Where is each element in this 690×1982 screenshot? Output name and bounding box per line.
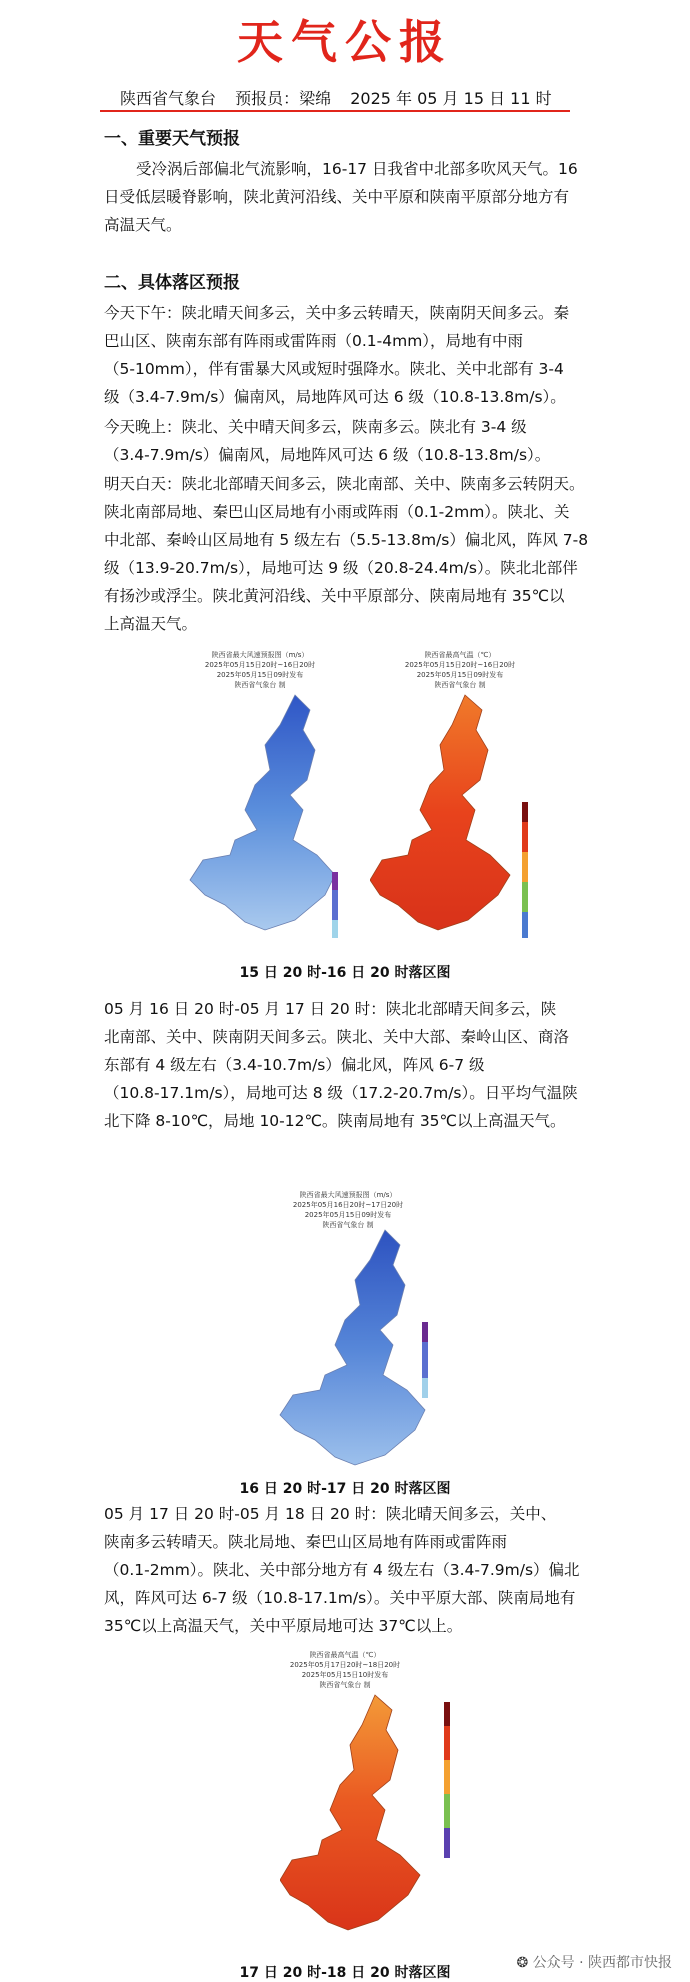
text-line: 受冷涡后部偏北气流影响，16-17 日我省中北部多吹风天气。16 xyxy=(136,160,578,178)
figure-2-caption: 16 日 20 时-17 日 20 时落区图 xyxy=(239,1481,451,1497)
temperature-legend-1 xyxy=(520,800,540,940)
figure-3-caption: 17 日 20 时-18 日 20 时落区图 xyxy=(239,1965,451,1981)
section-2-heading: 二、具体落区预报 xyxy=(104,273,240,293)
temperature-legend-3 xyxy=(442,1700,462,1860)
text-line: 明天白天：陕北北部晴天间多云，陕北南部、关中、陕南多云转阴天。 xyxy=(104,475,585,493)
wind-legend-1 xyxy=(330,870,350,940)
text-line: 风，阵风可达 6-7 级（10.8-17.1m/s）。关中平原大部、陕南局地有 xyxy=(104,1589,576,1607)
text-line: （0.1-2mm）。陕北、关中部分地方有 4 级左右（3.4-7.9m/s）偏北 xyxy=(104,1561,580,1579)
temperature-map-3 xyxy=(280,1690,450,1940)
forecaster: 预报员：梁绵 xyxy=(235,89,332,108)
figure-1-right-title: 陕西省最高气温（℃） 2025年05月15日20时~16日20时 2025年05月15日09时发布 陕西省气象台 制 xyxy=(404,651,516,689)
paragraph-17-18 xyxy=(104,1500,604,1640)
wind-legend-2 xyxy=(420,1320,440,1400)
text-line: 35℃以上高温天气，关中平原局地可达 37℃以上。 xyxy=(104,1617,463,1635)
text-line: 北南部、关中、陕南阴天间多云。陕北、关中大部、秦岭山区、商洛 xyxy=(104,1028,570,1046)
paragraph-tonight xyxy=(104,413,604,469)
wechat-icon: ❂ xyxy=(516,1955,529,1971)
temperature-map-1 xyxy=(370,690,540,940)
watermark xyxy=(516,1952,672,1972)
text-line: 今天下午：陕北晴天间多云，关中多云转晴天，陕南阴天间多云。秦 xyxy=(104,304,570,322)
text-line: 日受低层暖脊影响，陕北黄河沿线、关中平原和陕南平原部分地方有 xyxy=(104,188,570,206)
text-line: 东部有 4 级左右（3.4-10.7m/s）偏北风，阵风 6-7 级 xyxy=(104,1056,485,1074)
text-line: 巴山区、陕南东部有阵雨或雷阵雨（0.1-4mm），局地有中雨 xyxy=(104,332,524,350)
text-line: 级（3.4-7.9m/s）偏南风，局地阵风可达 6 级（10.8-13.8m/s）。 xyxy=(104,388,566,406)
text-line: 有扬沙或浮尘。陕北黄河沿线、关中平原部分、陕南局地有 35℃以 xyxy=(104,587,565,605)
text-line: 中北部、秦岭山区局地有 5 级左右（5.5-13.8m/s）偏北风，阵风 7-8 xyxy=(104,531,589,549)
text-line: （5-10mm），伴有雷暴大风或短时强降水。陕北、关中北部有 3-4 xyxy=(104,360,564,378)
byline xyxy=(120,86,566,109)
section-1-body xyxy=(104,155,604,239)
figure-1-caption: 15 日 20 时-16 日 20 时落区图 xyxy=(239,965,451,981)
text-line: 北下降 8-10℃，局地 10-12℃。陕南局地有 35℃以上高温天气。 xyxy=(104,1112,566,1130)
paragraph-tomorrow xyxy=(104,470,604,638)
org-name: 陕西省气象台 xyxy=(120,89,217,108)
text-line: 今天晚上：陕北、关中晴天间多云，陕南多云。陕北有 3-4 级 xyxy=(104,418,527,436)
text-line: 05 月 17 日 20 时-05 月 18 日 20 时：陕北晴天间多云，关中、 xyxy=(104,1505,557,1523)
paragraph-16-17 xyxy=(104,995,604,1135)
text-line: 陕北南部局地、秦巴山区局地有小雨或阵雨（0.1-2mm）。陕北、关 xyxy=(104,503,570,521)
text-line: 高温天气。 xyxy=(104,216,182,234)
section-1-heading: 一、重要天气预报 xyxy=(104,129,240,149)
figure-1-left-title: 陕西省最大风速预报图（m/s） 2025年05月15日20时~16日20时 2025年05月15日09时发布 陕西省气象台 制 xyxy=(204,651,316,689)
text-line: （10.8-17.1m/s），局地可达 8 级（17.2-20.7m/s）。日平均气温陕 xyxy=(104,1084,578,1102)
text-line: 陕南多云转晴天。陕北局地、秦巴山区局地有阵雨或雷阵雨 xyxy=(104,1533,508,1551)
issue-time: 2025 年 05 月 15 日 11 时 xyxy=(350,89,552,108)
watermark-text: 公众号 · 陕西都市快报 xyxy=(532,1955,672,1971)
text-line: 上高温天气。 xyxy=(104,615,198,633)
bulletin-title: 天气公报 xyxy=(237,15,453,69)
text-line: 05 月 16 日 20 时-05 月 17 日 20 时：陕北北部晴天间多云，陕 xyxy=(104,1000,557,1018)
text-line: （3.4-7.9m/s）偏南风，局地阵风可达 6 级（10.8-13.8m/s）。 xyxy=(104,446,551,464)
figure-2-title: 陕西省最大风速预报图（m/s） 2025年05月16日20时~17日20时 2025年05月15日09时发布 陕西省气象台 制 xyxy=(292,1191,404,1229)
figure-3-title: 陕西省最高气温（℃） 2025年05月17日20时~18日20时 2025年05月15日10时发布 陕西省气象台 制 xyxy=(289,1651,401,1689)
paragraph-today-afternoon xyxy=(104,299,604,411)
header-divider xyxy=(100,110,570,112)
text-line: 级（13.9-20.7m/s），局地可达 9 级（20.8-24.4m/s）。陕北北部伴 xyxy=(104,559,578,577)
